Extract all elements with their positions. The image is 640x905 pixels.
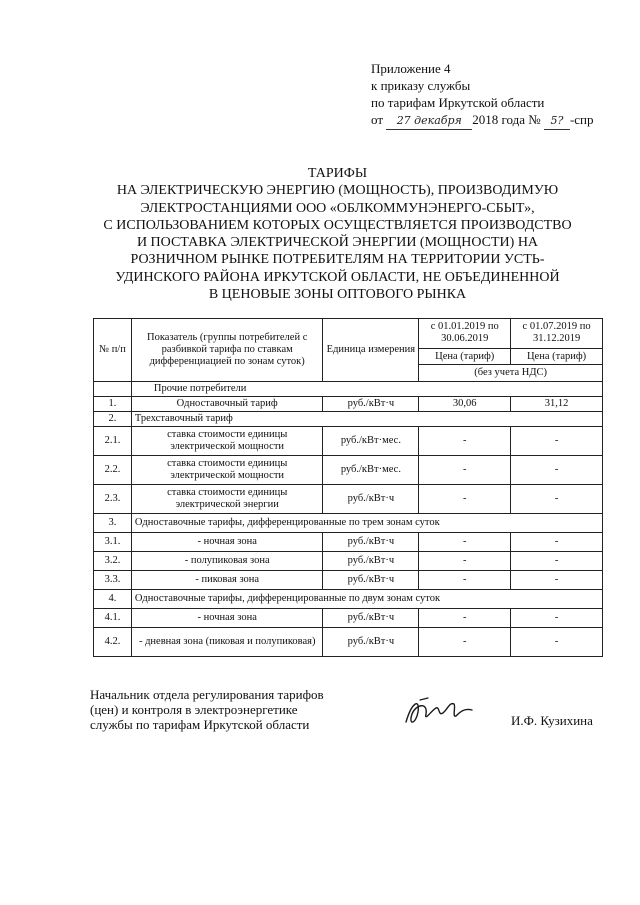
table-header-row [94,319,603,349]
row-num: 1. [94,397,132,412]
row-num: 4.2. [94,628,132,657]
annex-suffix: -спр [569,112,594,127]
header-price-1: Цена (тариф) [419,348,511,365]
handwritten-order-number: 5? [544,112,570,130]
row-name: ставка стоимости единицы электрической энергии [131,485,323,514]
section-s4: Одноставочные тарифы, дифференцированные по двум зонам суток [131,590,602,609]
signatory-block [90,687,324,732]
row-name: - пиковая зона [131,571,323,590]
row-num: 2.3. [94,485,132,514]
annex-line-4 [371,111,594,130]
table-row [94,628,603,657]
title-line-4: С ИСПОЛЬЗОВАНИЕМ КОТОРЫХ ОСУЩЕСТВЛЯЕТСЯ ПРОИЗВОДСТВО [103,217,572,233]
annex-block [371,60,594,130]
handwritten-signature [398,692,478,732]
row-value-1: - [419,427,511,456]
row-value-2: - [511,609,603,628]
row-value-1: - [419,485,511,514]
annex-from-prefix: от [371,112,384,127]
section-s3: Одноставочные тарифы, дифференцированные по трем зонам суток [131,514,602,533]
table-row [94,485,603,514]
row-unit: руб./кВт·ч [323,609,419,628]
table-row [94,552,603,571]
row-unit: руб./кВт·мес. [323,456,419,485]
title-line-2: НА ЭЛЕКТРИЧЕСКУЮ ЭНЕРГИЮ (МОЩНОСТЬ), ПРОИЗВОДИМУЮ [116,183,559,199]
row-num: 3.3. [94,571,132,590]
row-num: 2. [94,412,132,427]
row-value-2: - [511,485,603,514]
row-num: 4. [94,590,132,609]
signatory-line-2: (цен) и контроля в электроэнергетике [90,702,298,717]
row-name: - дневная зона (пиковая и полупиковая) [131,628,323,657]
row-num: 3. [94,514,132,533]
table-row [94,514,603,533]
row-value-1: - [419,552,511,571]
header-indicator: Показатель (группы потребителей с разбивкой тарифа по ставкам дифференциацией по зонам суток) [131,319,323,382]
row-name: - ночная зона [131,609,323,628]
document-title [60,165,615,303]
row-value-2: - [511,427,603,456]
row-unit: руб./кВт·ч [323,552,419,571]
row-num: 3.2. [94,552,132,571]
title-line-1: ТАРИФЫ [307,166,368,181]
row-name: - ночная зона [131,533,323,552]
row-value-1: - [419,628,511,657]
header-price-2: Цена (тариф) [511,348,603,365]
annex-line-2: к приказу службы [371,78,471,93]
row-value-2: - [511,552,603,571]
signatory-line-3: службы по тарифам Иркутской области [90,717,310,732]
row-name: - полупиковая зона [131,552,323,571]
row-unit: руб./кВт·мес. [323,427,419,456]
table-row [94,382,603,397]
table-row [94,397,603,412]
title-line-8: В ЦЕНОВЫЕ ЗОНЫ ОПТОВОГО РЫНКА [208,287,467,303]
row-value-2: - [511,571,603,590]
row-name: Одноставочный тариф [131,397,323,412]
row-unit: руб./кВт·ч [323,485,419,514]
section-s2: Трехставочный тариф [131,412,602,427]
table-row [94,571,603,590]
annex-line-3: по тарифам Иркутской области [371,95,545,110]
row-value-2: - [511,628,603,657]
title-line-3: ЭЛЕКТРОСТАНЦИЯМИ ООО «ОБЛКОММУНЭНЕРГО-СБЫТ», [140,200,535,216]
row-value-1: - [419,456,511,485]
signer-name: И.Ф. Кузихина [511,713,593,728]
signatory-line-1: Начальник отдела регулирования тарифов [90,687,324,702]
title-line-5: И ПОСТАВКА ЭЛЕКТРИЧЕСКОЙ ЭНЕРГИИ (МОЩНОСТИ) НА [136,235,539,251]
header-period-2: с 01.07.2019 по 31.12.2019 [511,319,603,349]
row-value-2: - [511,456,603,485]
table-row [94,456,603,485]
annex-year-text: 2018 года № [472,112,541,127]
row-num: 2.1. [94,427,132,456]
row-value-1: - [419,609,511,628]
row-unit: руб./кВт·ч [323,571,419,590]
handwritten-date: 27 декабря [386,112,472,130]
row-value-1: - [419,571,511,590]
section-others: Прочие потребители [131,382,602,397]
row-value-2: 31,12 [511,397,603,412]
row-unit: руб./кВт·ч [323,397,419,412]
table-row [94,609,603,628]
table-row [94,412,603,427]
header-vat-note: (без учета НДС) [419,365,603,382]
title-line-6: РОЗНИЧНОМ РЫНКЕ ПОТРЕБИТЕЛЯМ НА ТЕРРИТОРИИ УСТЬ- [130,252,545,268]
tariff-table [93,318,603,657]
row-name: ставка стоимости единицы электрической мощности [131,456,323,485]
row-value-1: 30,06 [419,397,511,412]
row-value-1: - [419,533,511,552]
row-num: 3.1. [94,533,132,552]
table-row [94,533,603,552]
row-unit: руб./кВт·ч [323,533,419,552]
title-line-7: УДИНСКОГО РАЙОНА ИРКУТСКОЙ ОБЛАСТИ, НЕ ОБЪЕДИНЕННОЙ [115,269,560,285]
row-name: ставка стоимости единицы электрической мощности [131,427,323,456]
table-row [94,427,603,456]
header-period-1: с 01.01.2019 по 30.06.2019 [419,319,511,349]
row-num: 4.1. [94,609,132,628]
header-num: № п/п [94,319,132,382]
row-num: 2.2. [94,456,132,485]
row-value-2: - [511,533,603,552]
annex-line-1: Приложение 4 [371,61,451,76]
row-unit: руб./кВт·ч [323,628,419,657]
header-unit: Единица измерения [323,319,419,382]
table-row [94,590,603,609]
